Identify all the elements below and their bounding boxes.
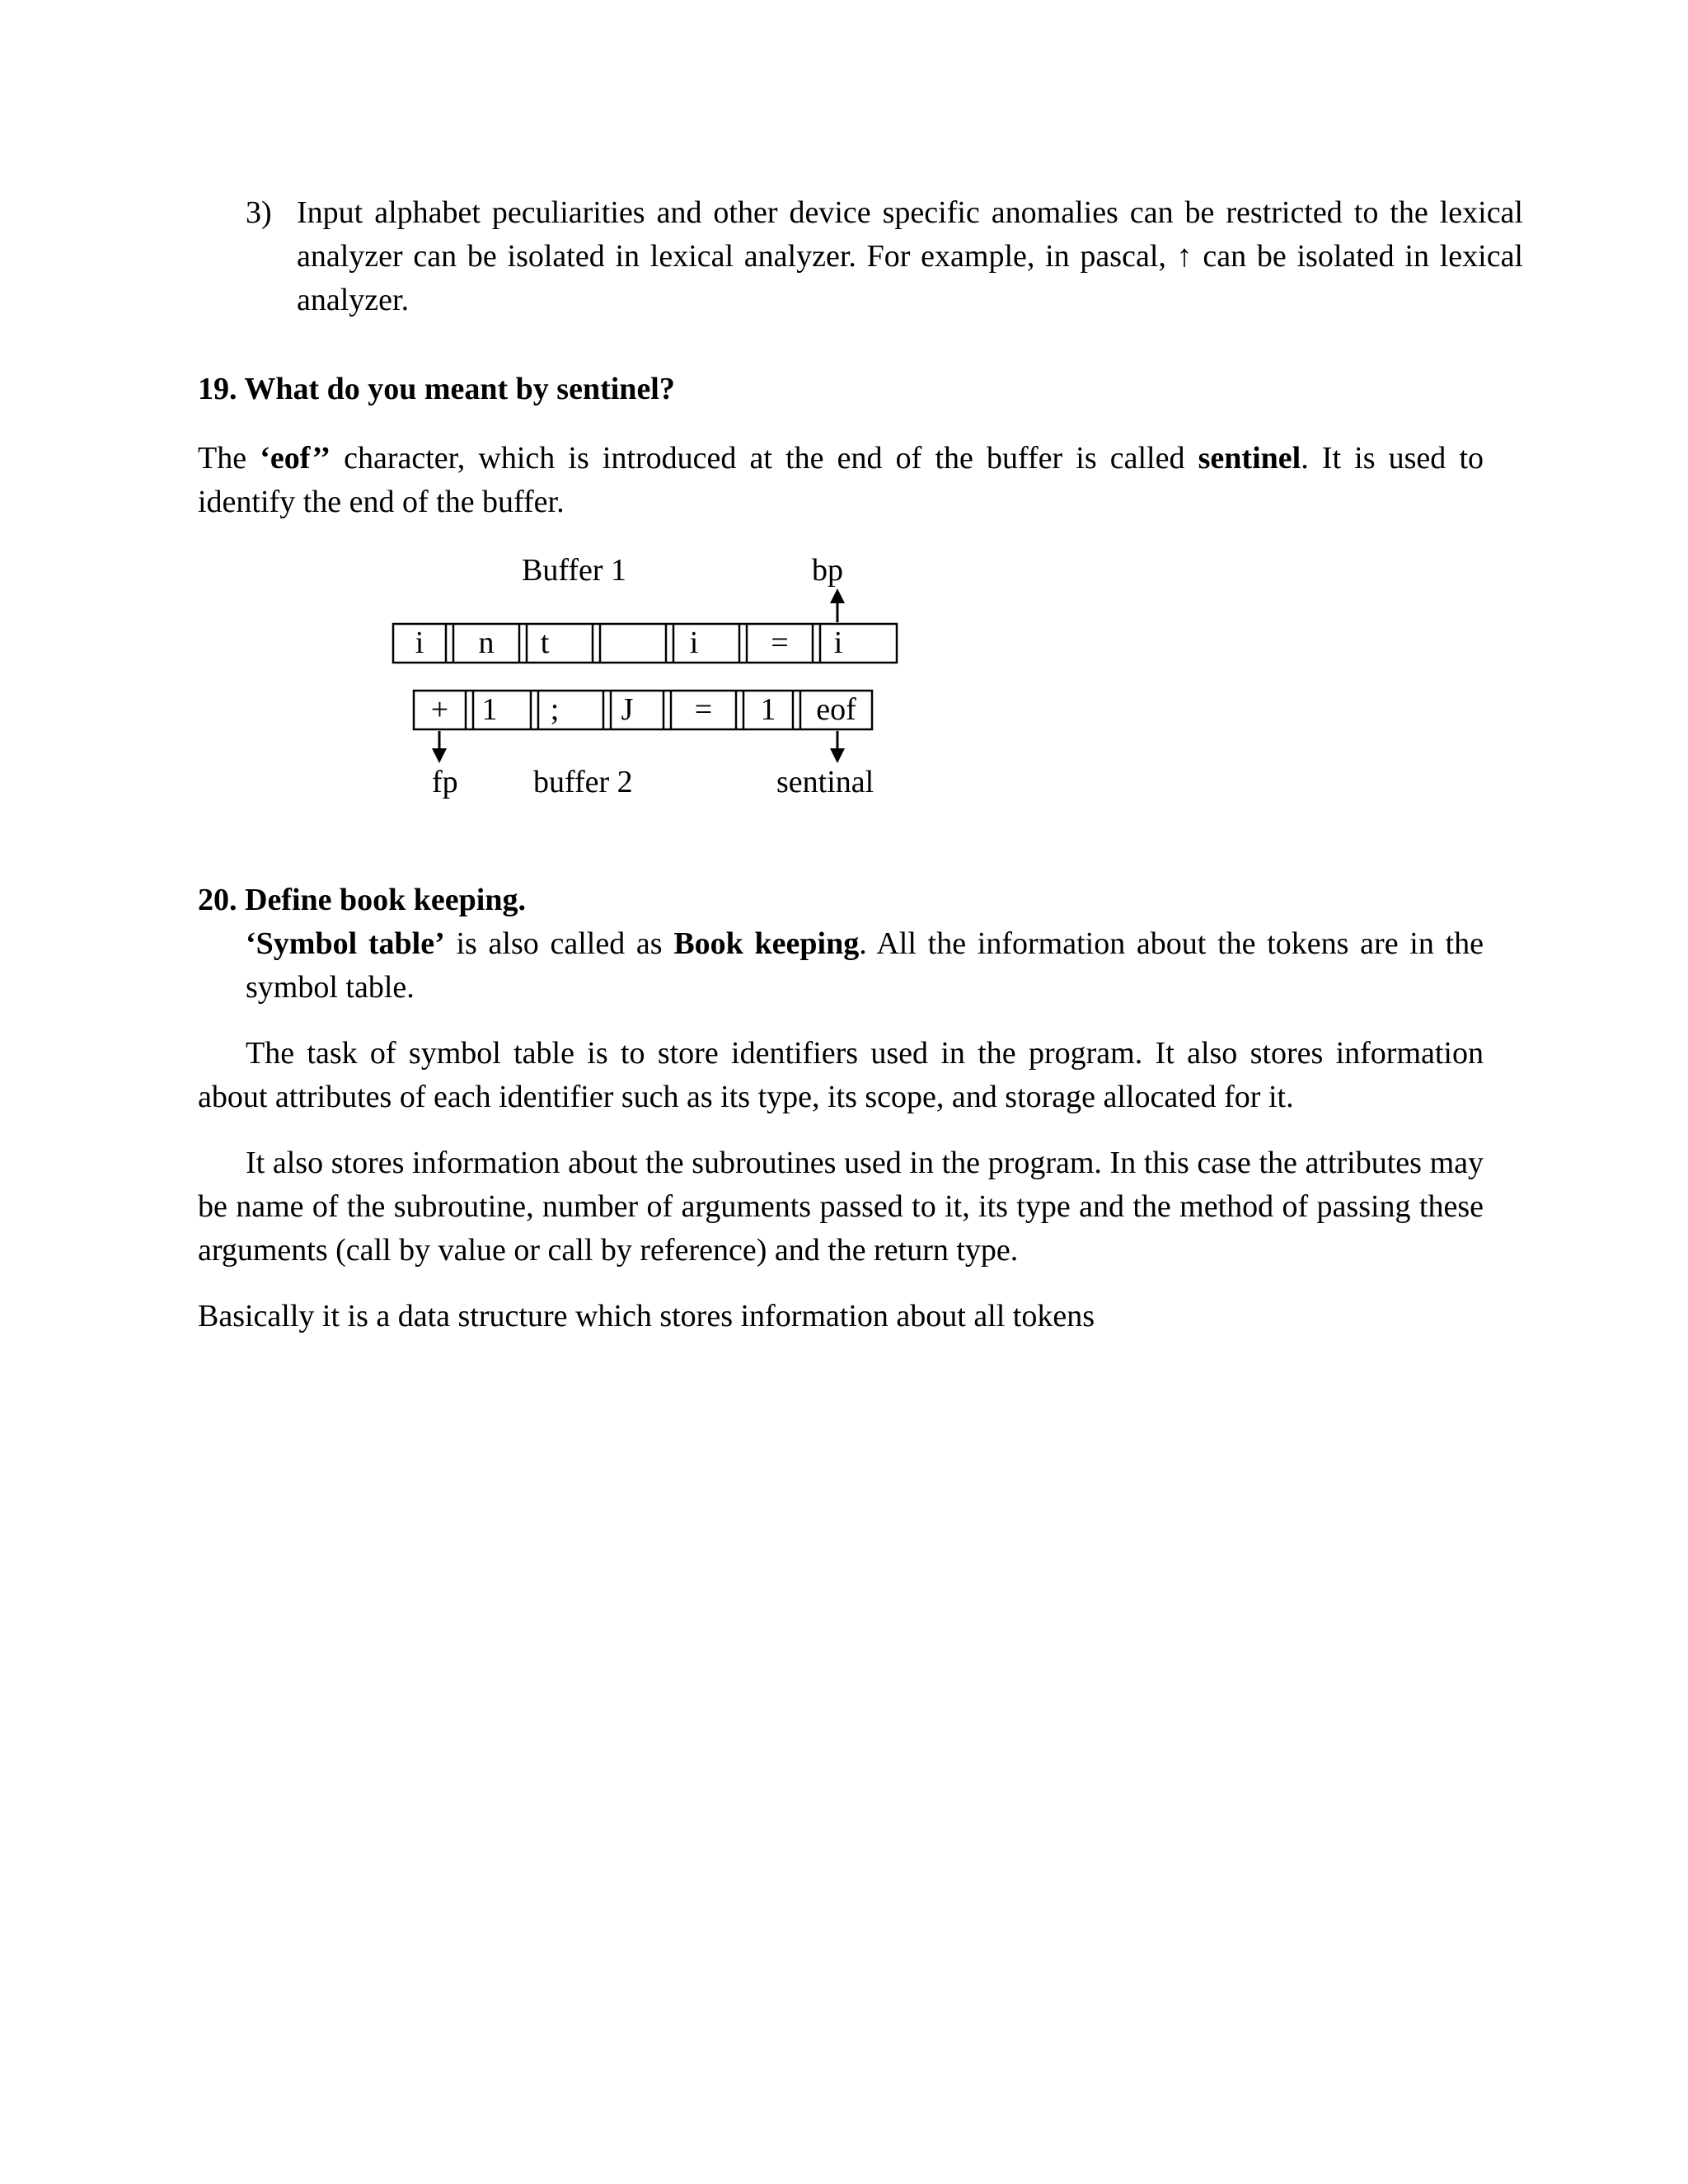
buffer-2-cell: J: [621, 692, 634, 727]
symbol-table-term: ‘Symbol table’: [246, 926, 445, 961]
buffer-1-cell: t: [540, 626, 550, 660]
question-20-answer-p4: Basically it is a data structure which stores information about all tokens: [198, 1299, 1095, 1333]
question-20-heading: 20. Define book keeping.: [198, 883, 526, 917]
eof-term: ‘eof’’: [260, 441, 331, 476]
question-20-answer-p1: [246, 922, 1484, 1010]
fp-label: fp: [432, 765, 458, 799]
buffer-1-label: Buffer 1: [522, 553, 626, 588]
answer-text: character, which is introduced at the end of the buffer is called: [330, 441, 1198, 476]
buffer-2-cell: =: [694, 692, 713, 727]
answer-text: . It is used to identify the end of the buffer.: [198, 441, 1484, 519]
question-20-answer-p3: It also stores information about the subroutines used in the program. In this case the attributes may be name of the subroutine, number of arguments passed to it, its type and the method of passing these arguments (call by value or call by reference) and the return type.: [198, 1146, 1484, 1268]
buffer-1-cell: =: [771, 626, 789, 660]
bp-arrow-head: [830, 588, 845, 603]
buffer-1-cell: i: [833, 626, 843, 660]
answer-text: The: [198, 441, 260, 476]
buffer-1-box: [393, 624, 897, 663]
buffer-2-cell: 1: [481, 692, 498, 727]
buffer-2-box: [414, 691, 872, 729]
buffer-1-cell: i: [415, 626, 424, 660]
buffer-1-cell: i: [689, 626, 699, 660]
question-19-answer: [198, 437, 1484, 524]
sentinel-term: sentinel: [1198, 441, 1301, 476]
question-20-answer-p2: The task of symbol table is to store identifiers used in the program. It also stores information about attributes of each identifier such as its type, its scope, and storage allocated for it.: [198, 1036, 1484, 1114]
sentinal-label: sentinal: [776, 765, 874, 799]
book-keeping-term: Book keeping: [673, 926, 860, 961]
buffer-2-cell: ;: [550, 692, 560, 727]
sentinal-arrow-head: [830, 748, 845, 763]
list-number: 3): [246, 195, 272, 230]
buffer-1-cell: n: [478, 626, 495, 660]
buffer-2-cell: eof: [816, 692, 856, 727]
list-item-text: Input alphabet peculiarities and other device specific anomalies can be restricted to the lexical analyzer can be isolated in lexical analyzer. For example, in pascal, ↑ can be isolated in lexical analyzer.: [297, 195, 1523, 317]
buffer-2-cell: +: [430, 692, 449, 727]
fp-arrow-head: [432, 748, 447, 763]
answer-text: is also called as: [444, 926, 674, 961]
question-19-heading: 19. What do you meant by sentinel?: [198, 372, 675, 406]
answer-text: . All the information about the tokens are in the symbol table.: [246, 926, 1484, 1005]
bp-label: bp: [812, 553, 843, 588]
buffer-2-label: buffer 2: [533, 765, 633, 799]
buffer-2-cell: 1: [760, 692, 776, 727]
